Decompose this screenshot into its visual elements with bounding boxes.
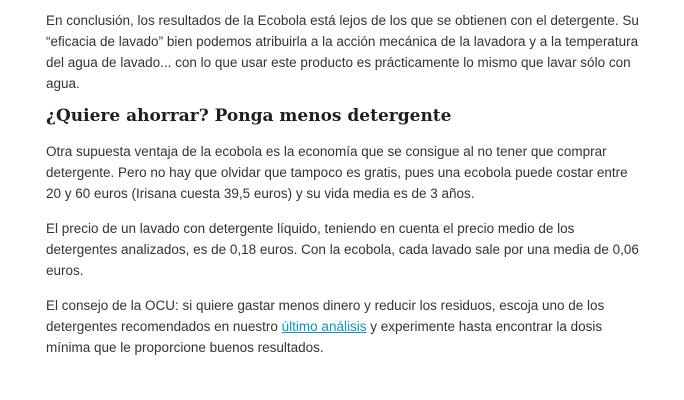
advice-text-end: y experimente hasta encontrar la dosis mínima que le proporcione buenos resultados. (46, 319, 603, 355)
advice-paragraph (46, 295, 646, 358)
advice-text-start: El consejo de la OCU: si quiere gastar menos dinero y reducir los residuos, escoja uno de los detergentes recomendados en nuestro (46, 298, 605, 334)
latest-analysis-link[interactable]: último análisis (281, 319, 367, 334)
article-body (46, 10, 646, 358)
conclusion-paragraph: En conclusión, los resultados de la Ecobola está lejos de los que se obtienen con el detergente. Su “eficacia de lavado” bien podemos atribuirla a la acción mecánica de la lavadora y a la temperatura del agua de lavado... con lo que usar este producto es prácticamente lo mismo que lavar sólo con agua. (46, 13, 639, 91)
price-paragraph: El precio de un lavado con detergente líquido, teniendo en cuenta el precio medio de los detergentes analizados, es de 0,18 euros. Con la ecobola, cada lavado sale por una media de 0,06 euros. (46, 221, 639, 278)
savings-paragraph: Otra supuesta ventaja de la ecobola es la economía que se consigue al no tener que comprar detergente. Pero no hay que olvidar que tampoco es gratis, pues una ecobola puede costar entre 20 y 60 euros (Irisana cuesta 39,5 euros) y su vida media es de 3 años. (46, 144, 628, 201)
section-heading: ¿Quiere ahorrar? Ponga menos detergente (46, 106, 452, 126)
